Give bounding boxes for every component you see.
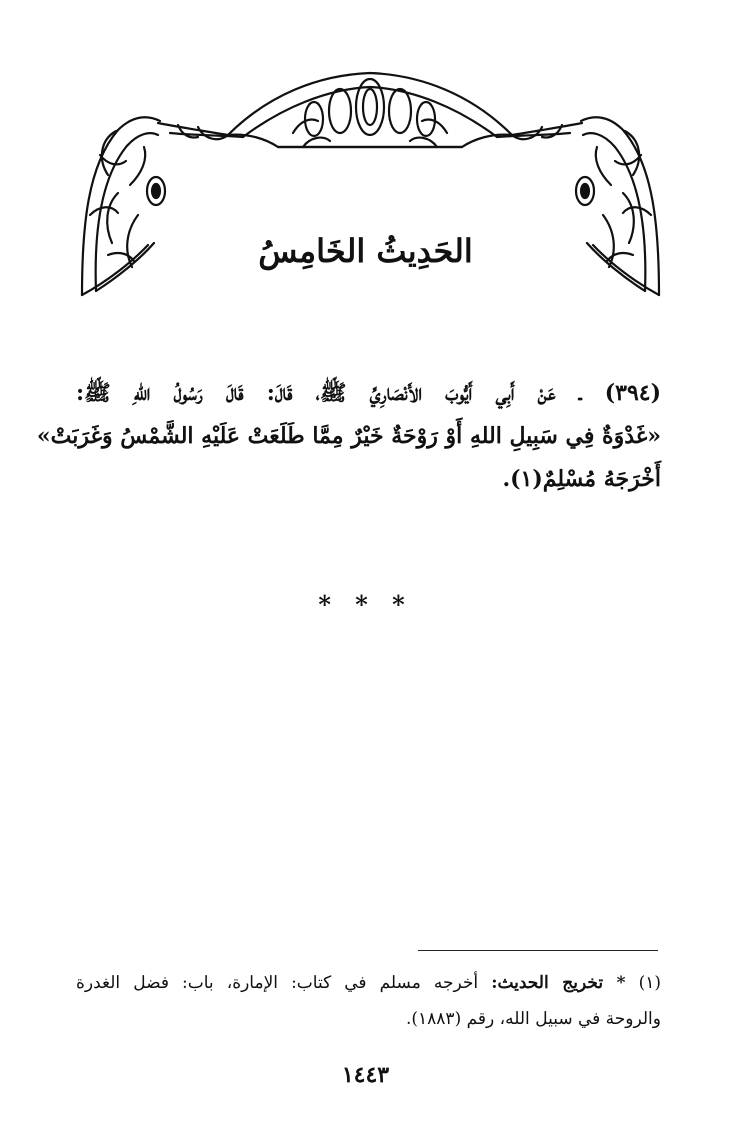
ornament-left-wing <box>158 123 243 139</box>
hadith-line-narration: (٣٩٤) ـ عَنْ أَبِي أَيُّوبَ الأَنْصَارِيِّ ﷺ، قَالَ: قَالَ رَسُولُ اللهِ ﷺ: <box>76 380 661 406</box>
footnote <box>76 965 661 1037</box>
chapter-title: الحَدِيثُ الخَامِسُ <box>258 232 473 270</box>
footnote-line-1 <box>76 965 661 1001</box>
hadith-text <box>36 372 661 501</box>
footnote-divider <box>418 950 658 951</box>
footnote-line-2: والروحة في سبيل الله، رقم (١٨٨٣). <box>405 1009 661 1029</box>
footnote-text-1: أخرجه مسلم في كتاب: الإمارة، باب: فضل الغدرة <box>76 973 479 993</box>
hadith-line-matn: «غَدْوَةٌ فِي سَبِيلِ اللهِ أَوْ رَوْحَةٌ خَيْرٌ مِمَّا طَلَعَتْ عَلَيْهِ الشَّمْسُ وَغَرَبَتْ» <box>36 423 661 449</box>
ornament-crown <box>228 73 512 147</box>
footnote-number: (١) <box>638 973 661 993</box>
ornament-right-wing <box>497 123 582 139</box>
hadith-line-source: أَخْرَجَهُ مُسْلِمٌ(١). <box>502 466 661 492</box>
footnote-label: * تخريج الحديث: <box>491 973 626 993</box>
section-separator: * * * <box>318 590 413 619</box>
page-number: ١٤٤٣ <box>341 1062 390 1088</box>
